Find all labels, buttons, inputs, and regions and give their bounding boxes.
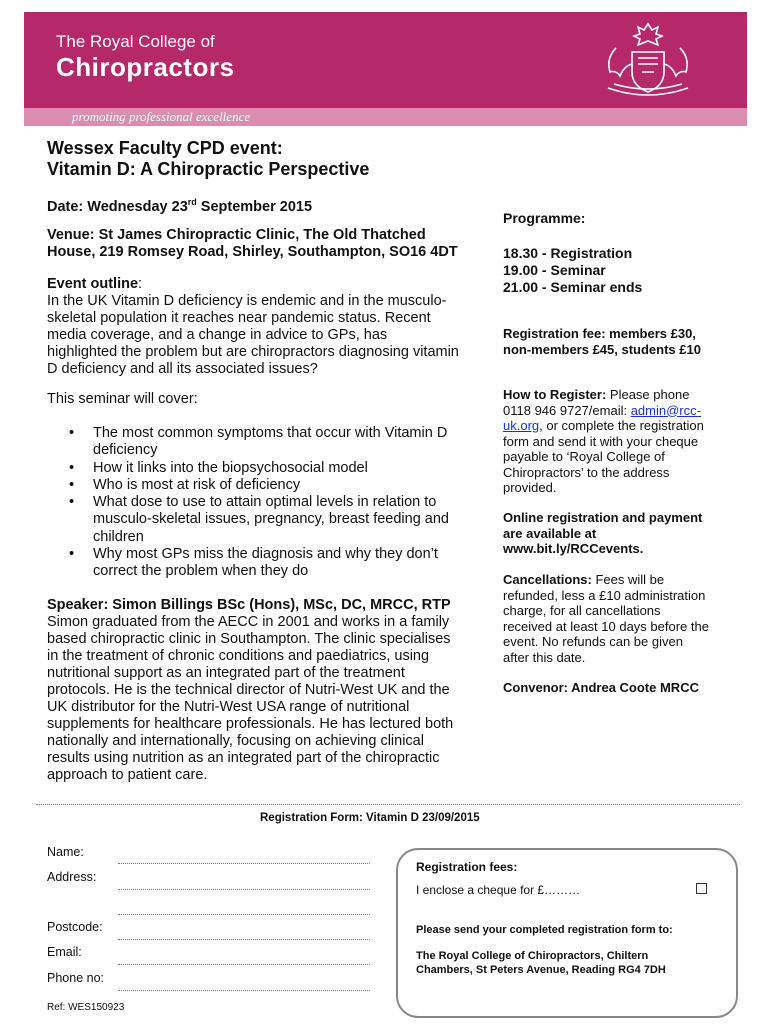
- address-field-line1[interactable]: [118, 889, 370, 890]
- venue-line2: House, 219 Romsey Road, Shirley, Southampton, SO16 4DT: [47, 244, 458, 260]
- register-text: payable to ‘Royal College of: [503, 449, 665, 464]
- speaker-bio-line: protocols. He is the technical director of Nutri-West UK and the: [47, 682, 450, 698]
- event-title-line2: Vitamin D: A Chiropractic Perspective: [47, 159, 370, 179]
- register-text: , or complete the registration: [539, 418, 704, 433]
- cancel-text: after this date.: [503, 649, 586, 665]
- cancel-text: received at least 10 days before the: [503, 618, 709, 634]
- form-title: Registration Form: Vitamin D 23/09/2015: [260, 812, 480, 824]
- cancel-text: refunded, less a £10 administration: [503, 587, 706, 603]
- cancel-text: charge, for all cancellations: [503, 603, 661, 618]
- org-name-line1: The Royal College of: [56, 32, 215, 51]
- college-crest-icon: [598, 18, 698, 102]
- cheque-text: I enclose a cheque for £………: [416, 883, 581, 897]
- reference: Ref: WES150923: [47, 1002, 125, 1013]
- cancel-text: Fees will be: [591, 572, 665, 587]
- topic-list: [47, 425, 487, 581]
- cancel-text: event. No refunds can be given: [503, 634, 683, 649]
- date-suffix: September 2015: [196, 198, 313, 215]
- register-text: Please phone: [606, 387, 690, 402]
- date-ordinal: rd: [187, 197, 197, 207]
- event-outline: [47, 276, 459, 378]
- online-registration: [503, 510, 743, 557]
- online-line: Online registration and payment: [503, 510, 703, 525]
- speaker-section: [47, 597, 453, 784]
- online-line: are available at: [503, 525, 597, 541]
- phone-label: Phone no:: [47, 971, 104, 985]
- speaker-bio-line: nutritional support as an integrated part of the treatment: [47, 665, 405, 681]
- name-label: Name:: [47, 845, 84, 859]
- email-link-cont[interactable]: uk.org: [503, 418, 540, 433]
- speaker-bio-line: approach to patient care.: [47, 767, 208, 783]
- topic-text: • How it links into the biopsychosocial model: [93, 459, 368, 476]
- fee-line: Registration fee: members £30,: [503, 326, 696, 341]
- topic-text: • What dose to use to attain optimal levels in relation to: [93, 494, 437, 511]
- cheque-checkbox[interactable]: [696, 883, 707, 894]
- registration-fee: [503, 326, 743, 357]
- speaker-bio-line: supplements for healthcare professionals. He has lectured both: [47, 716, 454, 732]
- list-item: [47, 477, 487, 494]
- outline-line: In the UK Vitamin D deficiency is endemic and in the musculo-: [47, 293, 447, 309]
- fee-line: non-members £45, students £10: [503, 341, 701, 357]
- how-to-register: [503, 387, 743, 496]
- address-field-line2[interactable]: [118, 914, 370, 915]
- send-to-text: Please send your completed registration form to:: [416, 924, 673, 936]
- outline-line: skeletal population it reaches near pandemic status. Recent: [47, 310, 431, 326]
- event-date: [47, 194, 312, 216]
- tagline: promoting professional excellence: [72, 109, 251, 124]
- convenor: Convenor: Andrea Coote MRCC: [503, 680, 699, 695]
- address-line: Chambers, St Peters Avenue, Reading RG4 7DH: [416, 964, 666, 976]
- topic-text: correct the problem when they do: [93, 563, 309, 580]
- outline-line: media coverage, and a change in advice to GPs, has: [47, 327, 388, 343]
- email-link[interactable]: admin@rcc-: [630, 402, 701, 418]
- topic-text: children: [93, 528, 144, 545]
- name-field[interactable]: [118, 863, 370, 864]
- list-item: [47, 494, 487, 546]
- outline-line: highlighted the problem but are chiropractors diagnosing vitamin: [47, 344, 459, 360]
- cover-intro: This seminar will cover:: [47, 391, 198, 407]
- org-name-line2: Chiropractors: [56, 52, 235, 82]
- fees-title: Registration fees:: [416, 860, 518, 874]
- topic-text: deficiency: [93, 442, 158, 459]
- speaker-label: Speaker: [47, 597, 104, 613]
- cancel-label: Cancellations:: [503, 572, 592, 587]
- list-item: [47, 460, 487, 477]
- speaker-bio-line: in the treatment of chronic conditions and paediatrics, using: [47, 648, 430, 664]
- address-line: The Royal College of Chiropractors, Chiltern: [416, 950, 649, 962]
- programme-list: [503, 245, 743, 296]
- list-item: [47, 425, 487, 460]
- outline-label: Event outline: [47, 276, 139, 292]
- register-text: Chiropractors’ to the address: [503, 464, 670, 480]
- venue: [47, 227, 458, 261]
- programme-title: Programme:: [503, 210, 586, 226]
- programme-item: 19.00 - Seminar: [503, 262, 606, 278]
- topic-text: • The most common symptoms that occur with Vitamin D: [93, 425, 448, 441]
- postcode-label: Postcode:: [47, 920, 103, 934]
- register-label: How to Register:: [503, 387, 607, 402]
- register-text: provided.: [503, 480, 557, 495]
- speaker-bio-line: nationally and internationally, focusing on achieving clinical: [47, 733, 424, 749]
- topic-text: • Who is most at risk of deficiency: [93, 476, 301, 493]
- speaker-bio-line: Simon graduated from the AECC in 2001 and works in a family: [47, 614, 450, 630]
- speaker-bio-line: based chiropractic clinic in Southampton. The clinic specialises: [47, 631, 451, 647]
- speaker-sep: :: [103, 597, 113, 613]
- speaker-bio-line: UK distributor for the Nutri-West USA range of nutritional: [47, 699, 410, 715]
- date-prefix: Date: Wednesday 23: [47, 198, 188, 215]
- list-item: [47, 546, 487, 581]
- topic-text: • Why most GPs miss the diagnosis and why they don’t: [93, 546, 438, 563]
- outline-line: D deficiency and all its associated issues?: [47, 361, 318, 377]
- email-label: Email:: [47, 945, 82, 959]
- register-text: form and send it with your cheque: [503, 433, 699, 449]
- cancellations: [503, 572, 743, 665]
- register-text: 0118 946 9727/email:: [503, 402, 631, 418]
- speaker-name: Simon Billings BSc (Hons), MSc, DC, MRCC, RTP: [112, 597, 451, 613]
- postcode-field[interactable]: [118, 939, 370, 940]
- venue-line1: Venue: St James Chiropractic Clinic, The Old Thatched: [47, 227, 426, 243]
- college-address: [416, 949, 666, 977]
- programme-item: 21.00 - Seminar ends: [503, 279, 643, 295]
- speaker-bio-line: results using nutrition as an integrated part of the chiropractic: [47, 750, 440, 766]
- cut-line: [36, 804, 740, 805]
- online-url[interactable]: www.bit.ly/RCCevents.: [503, 541, 644, 556]
- address-label: Address:: [47, 870, 97, 884]
- event-title-line1: Wessex Faculty CPD event:: [47, 138, 283, 158]
- programme-item: 18.30 - Registration: [503, 245, 633, 261]
- email-field[interactable]: [118, 964, 370, 965]
- phone-field[interactable]: [118, 990, 370, 991]
- topic-text: musculo-skeletal issues, pregnancy, breast feeding and: [93, 511, 449, 528]
- outline-colon: :: [138, 276, 143, 292]
